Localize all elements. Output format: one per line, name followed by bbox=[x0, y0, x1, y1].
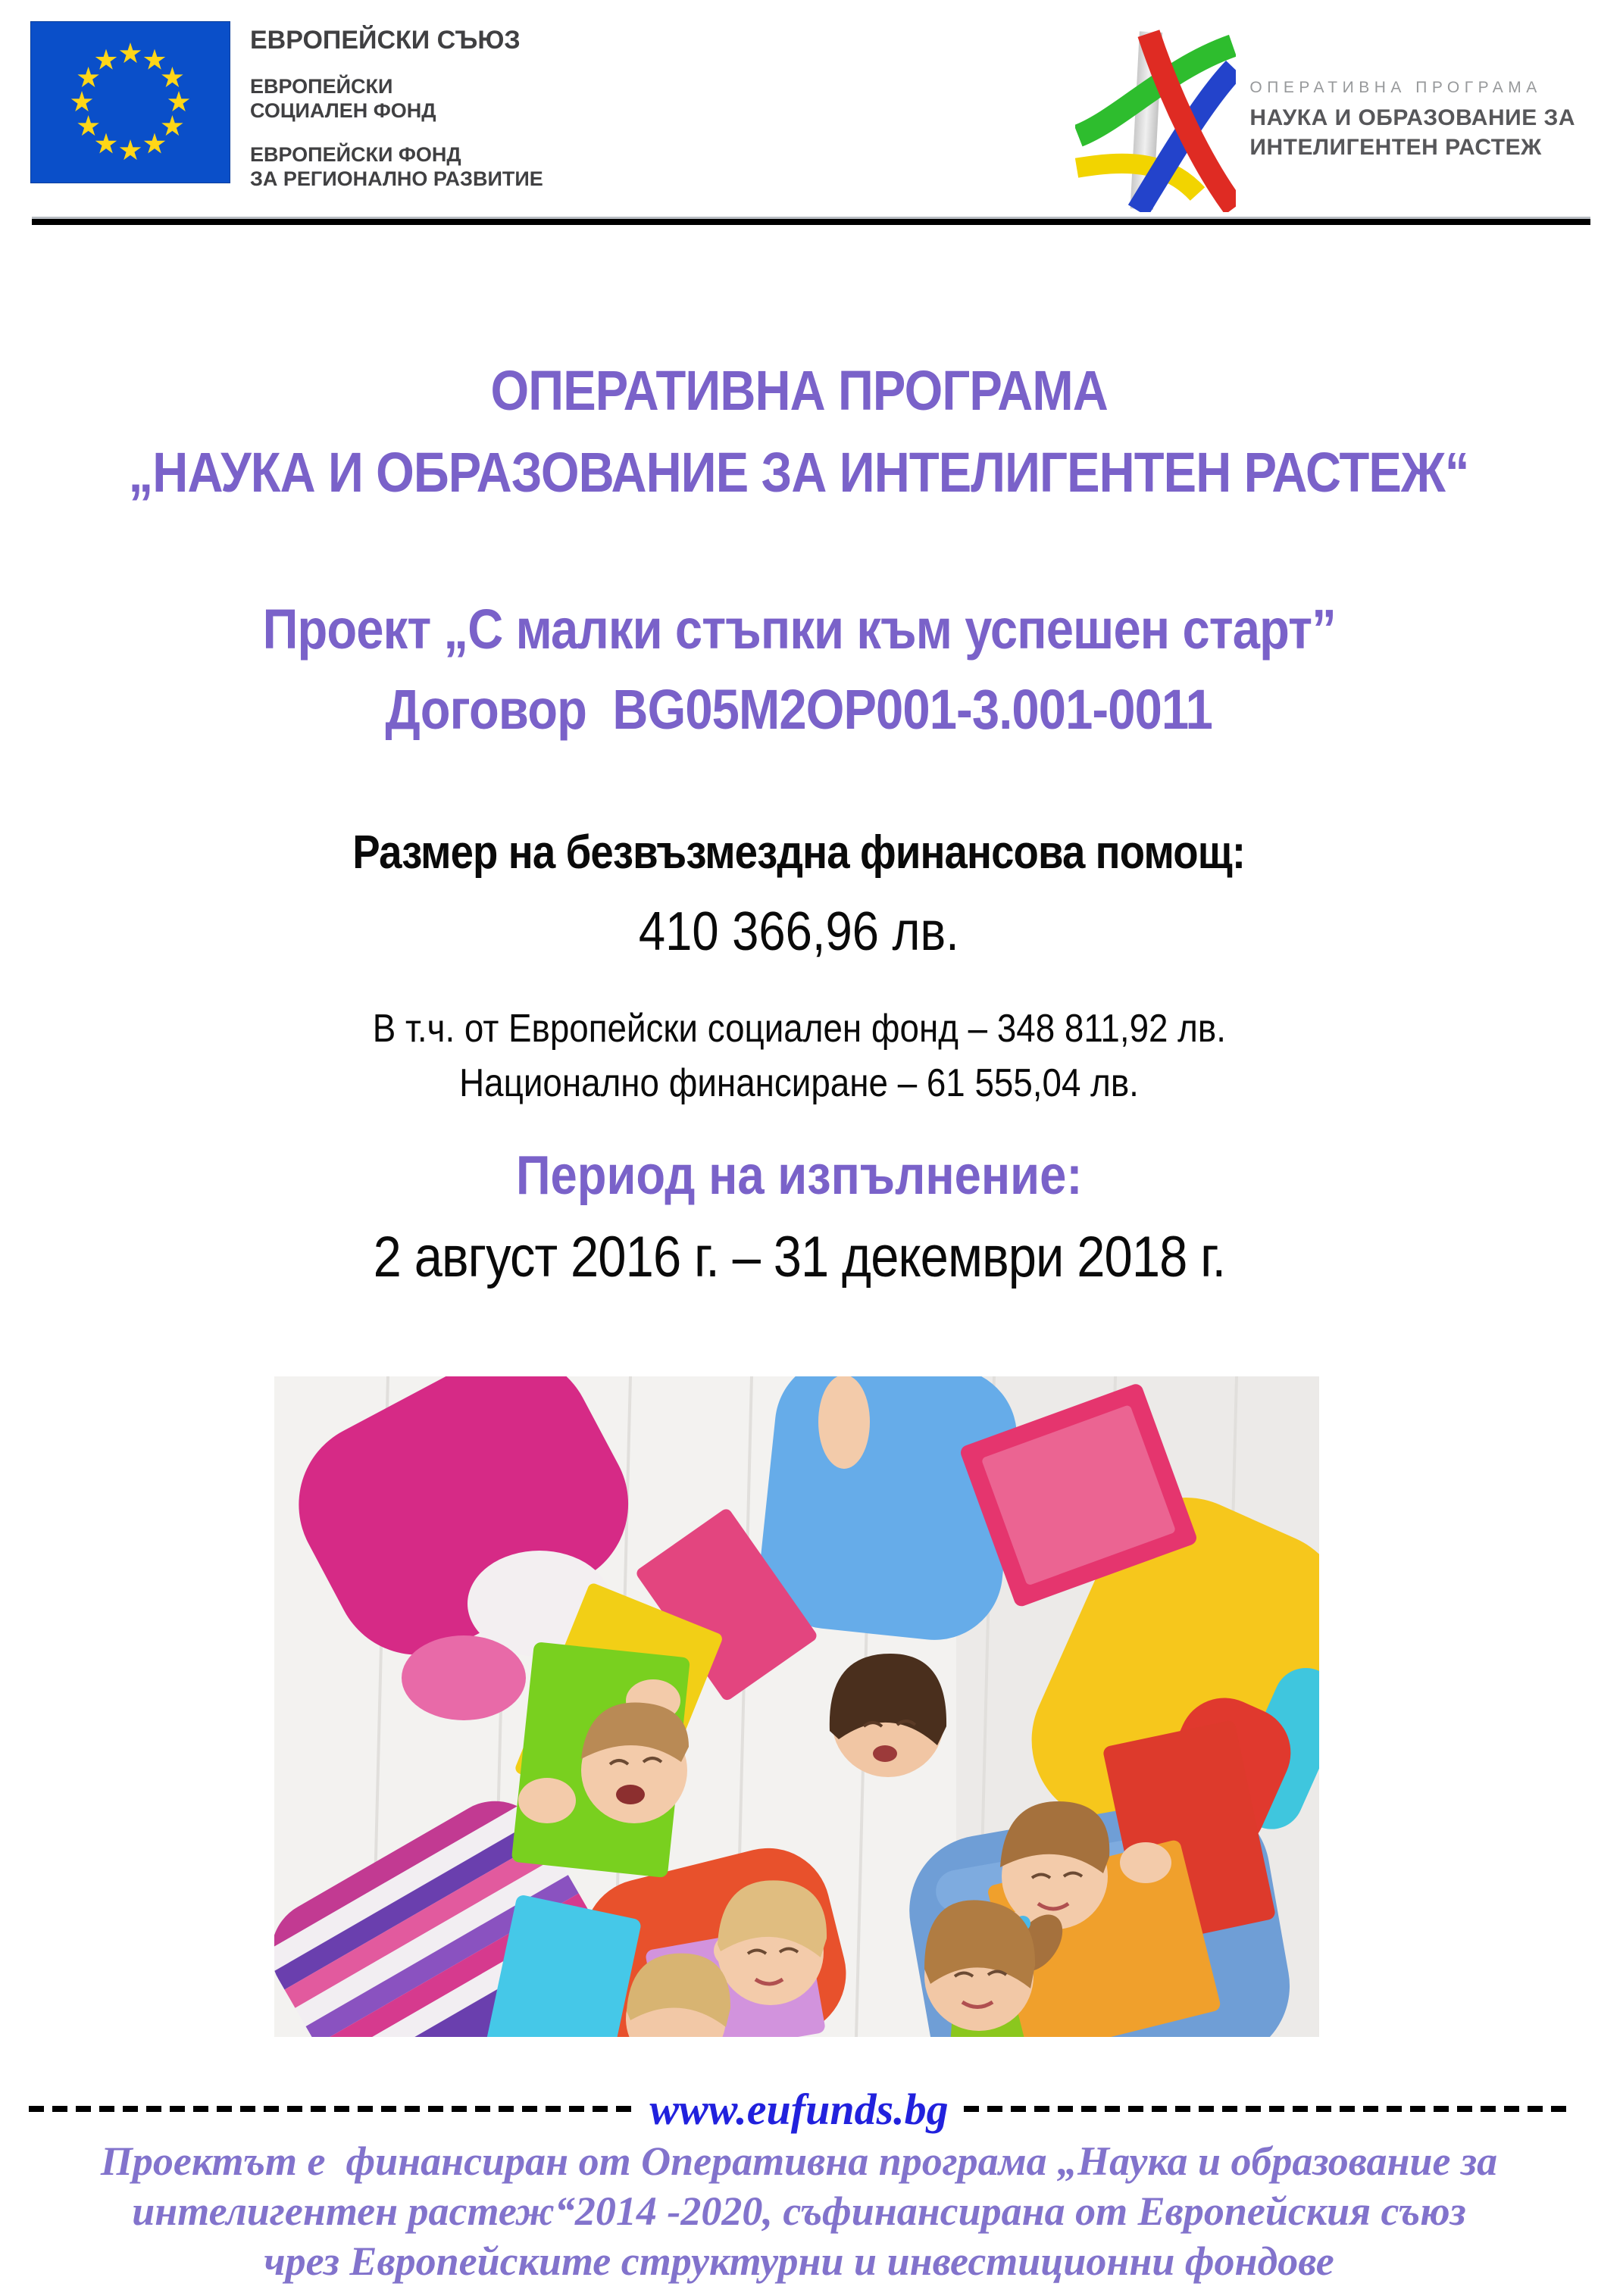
grant-heading: Размер на безвъзмездна финансова помощ: bbox=[352, 826, 1246, 879]
eufunds-link[interactable]: www.eufunds.bg bbox=[649, 2084, 949, 2134]
op-name-line2: ИНТЕЛИГЕНТЕН РАСТЕЖ bbox=[1249, 135, 1542, 160]
period-value: 2 август 2016 г. – 31 декември 2018 г. bbox=[373, 1225, 1225, 1289]
eu-flag-icon bbox=[30, 21, 230, 183]
children-photo bbox=[274, 1376, 1319, 2037]
period-heading: Период на изпълнение: bbox=[515, 1145, 1083, 1206]
funding-note-line1: Проектът е финансиран от Оперативна програма „Наука и образование за bbox=[100, 2138, 1498, 2184]
op-name-line1: НАУКА И ОБРАЗОВАНИЕ ЗА bbox=[1249, 105, 1575, 130]
funding-note bbox=[15, 2136, 1583, 2286]
header bbox=[30, 21, 1575, 209]
funding-note-line2: интелигентен растеж“2014 -2020, съфинансирана от Европейския съюз bbox=[132, 2188, 1466, 2234]
dashed-line-right bbox=[964, 2106, 1569, 2112]
project-title bbox=[0, 589, 1598, 750]
eufunds-link-row bbox=[29, 2077, 1569, 2141]
erdf-label: ЕВРОПЕЙСКИ ФОНД ЗА РЕГИОНАЛНО РАЗВИТИЕ bbox=[250, 142, 543, 190]
header-divider bbox=[32, 219, 1590, 225]
program-title-line1: ОПЕРАТИВНА ПРОГРАМА bbox=[490, 359, 1108, 422]
op-ribbons-icon bbox=[1075, 29, 1236, 209]
project-name: Проект „С малки стъпки към успешен старт” bbox=[262, 598, 1336, 661]
eu-logo bbox=[30, 21, 543, 209]
eu-union-label: ЕВРОПЕЙСКИ СЪЮЗ bbox=[250, 26, 521, 55]
esf-label: ЕВРОПЕЙСКИ СОЦИАЛЕН ФОНД bbox=[250, 75, 436, 122]
op-logo-text bbox=[1249, 79, 1575, 209]
grant-esf-amount: В т.ч. от Европейски социален фонд – 348 811,92 лв. bbox=[372, 1007, 1226, 1051]
op-logo bbox=[1075, 29, 1575, 209]
grant-section bbox=[0, 817, 1598, 1111]
grant-total-amount: 410 366,96 лв. bbox=[639, 901, 959, 962]
funding-note-line3: чрез Европейските структурни и инвестиционни фондове bbox=[264, 2238, 1334, 2284]
program-title bbox=[0, 350, 1598, 514]
grant-national-amount: Национално финансиране – 61 555,04 лв. bbox=[459, 1061, 1139, 1105]
op-kicker-label: ОПЕРАТИВНА ПРОГРАМА bbox=[1249, 79, 1542, 96]
dashed-line-left bbox=[29, 2106, 634, 2112]
contract-number: Договор BG05M2OP001-3.001-0011 bbox=[385, 678, 1213, 741]
eu-logo-text bbox=[250, 21, 543, 209]
program-title-line2: „НАУКА И ОБРАЗОВАНИЕ ЗА ИНТЕЛИГЕНТЕН РАСТЕЖ“ bbox=[129, 441, 1469, 504]
